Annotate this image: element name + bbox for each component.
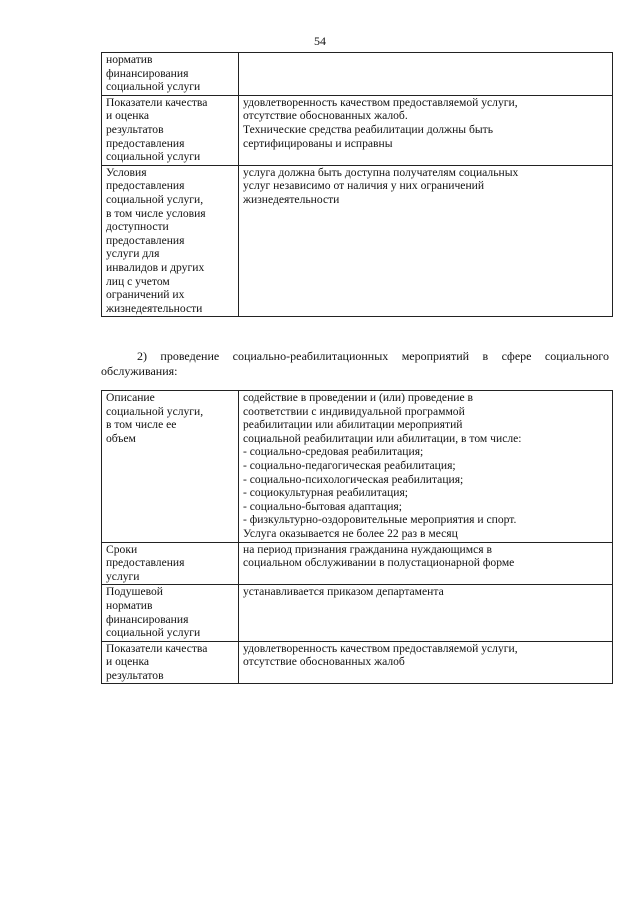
table-row	[102, 95, 613, 165]
row-label: Подушевой норматив финансирования социальной услуги	[102, 585, 239, 641]
row-label: Показатели качества и оценка результатов	[102, 641, 239, 684]
row-label: Сроки предоставления услуги	[102, 542, 239, 585]
table-row	[102, 391, 613, 543]
page-number: 54	[314, 34, 326, 48]
row-label: Показатели качества и оценка результатов предоставления социальной услуги	[102, 95, 239, 165]
row-label: Описание социальной услуги, в том числе ее объем	[102, 391, 239, 543]
row-value: на период признания гражданина нуждающимся в социальном обслуживании в полустационарной форме	[239, 542, 613, 585]
row-value: услуга должна быть доступна получателям социальных услуг независимо от наличия у них ограничений жизнедеятельности	[239, 165, 613, 317]
table-row	[102, 585, 613, 641]
section-paragraph: 2) проведение социально-реабилитационных мероприятий в сфере социального обслуживания:	[101, 349, 609, 378]
table-row	[102, 542, 613, 585]
row-value: удовлетворенность качеством предоставляемой услуги, отсутствие обоснованных жалоб. Технические средства реабилитации должны быть сертифицированы и исправны	[239, 95, 613, 165]
row-value	[239, 53, 613, 96]
row-value: содействие в проведении и (или) проведение в соответствии с индивидуальной программой реабилитации или абилитации мероприятий социальной реабилитации или абилитации, в том числе: - социально-средовая реабилитация; - социально-педагогическая реабилитация; - социально-психологическая реабилитация; - социокультурная реабилитация; - социально-бытовая адаптация; - физкультурно-оздоровительные мероприятия и спорт. Услуга оказывается не более 22 раз в месяц	[239, 391, 613, 543]
row-value: удовлетворенность качеством предоставляемой услуги, отсутствие обоснованных жалоб	[239, 641, 613, 684]
row-label: Условия предоставления социальной услуги, в том числе условия доступности предоставления услуги для инвалидов и других лиц с учетом ограничений их жизнедеятельности	[102, 165, 239, 317]
table-row	[102, 641, 613, 684]
table-row	[102, 165, 613, 317]
rehabilitation-service-table	[101, 390, 613, 684]
row-value: устанавливается приказом департамента	[239, 585, 613, 641]
row-label: норматив финансирования социальной услуги	[102, 53, 239, 96]
table-row	[102, 53, 613, 96]
service-table-continued	[101, 52, 613, 317]
